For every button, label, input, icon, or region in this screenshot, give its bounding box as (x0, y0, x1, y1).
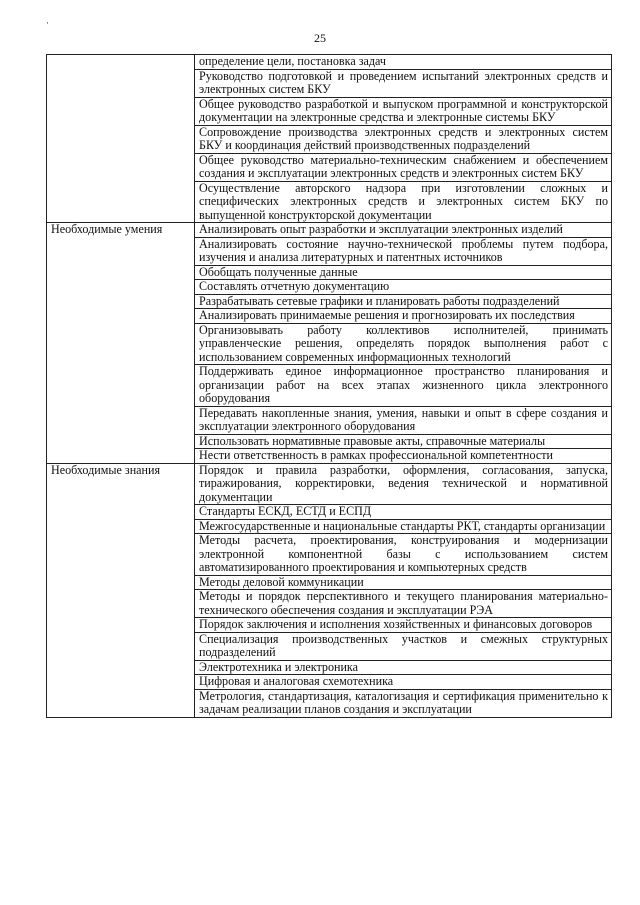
requirement-item: Поддерживать единое информационное пространство планирования и организации работ на всех этапах жизненного цикла электронного оборудования (195, 365, 612, 407)
table-row (47, 55, 612, 70)
requirement-item: Организовывать работу коллективов исполнителей, принимать управленческие решения, определять порядок выполнения работ с использованием современных информационных технологий (195, 323, 612, 365)
section-label: Необходимые знания (47, 463, 195, 717)
requirements-table (46, 54, 612, 718)
requirement-item: Общее руководство материально-техническим снабжением и обеспечением создания и эксплуатации электронных средств и электронных систем БКУ (195, 153, 612, 181)
requirement-item: Специализация производственных участков и смежных структурных подразделений (195, 632, 612, 660)
requirement-item: Анализировать состояние научно-технической проблемы путем подбора, изучения и анализа литературных и патентных источников (195, 237, 612, 265)
requirement-item: определение цели, постановка задач (195, 55, 612, 70)
requirement-item: Руководство подготовкой и проведением испытаний электронных средств и электронных систем БКУ (195, 69, 612, 97)
requirement-item: Анализировать принимаемые решения и прогнозировать их последствия (195, 309, 612, 324)
table-row (47, 463, 612, 505)
requirement-item: Обобщать полученные данные (195, 265, 612, 280)
requirement-item: Передавать накопленные знания, умения, навыки и опыт в сфере создания и эксплуатации электронного оборудования (195, 406, 612, 434)
section-label: Необходимые умения (47, 223, 195, 464)
requirement-item: Методы расчета, проектирования, конструирования и модернизации электронной компонентной базы с использованием систем автоматизированного проектирования и компьютерных средств (195, 534, 612, 576)
requirement-item: Порядок и правила разработки, оформления, согласования, запуска, тиражирования, корректировки, ведения технической и нормативной документации (195, 463, 612, 505)
requirement-item: Использовать нормативные правовые акты, справочные материалы (195, 434, 612, 449)
section-label (47, 55, 195, 223)
requirement-item: Разрабатывать сетевые графики и планировать работы подразделений (195, 294, 612, 309)
requirement-item: Анализировать опыт разработки и эксплуатации электронных изделий (195, 223, 612, 238)
corner-mark: · (46, 18, 49, 28)
requirement-item: Метрология, стандартизация, каталогизация и сертификация применительно к задачам реализации планов создания и эксплуатации (195, 689, 612, 717)
requirement-item: Нести ответственность в рамках профессиональной компетентности (195, 449, 612, 464)
requirement-item: Сопровождение производства электронных средств и электронных систем БКУ и координация действий производственных подразделений (195, 125, 612, 153)
requirement-item: Общее руководство разработкой и выпуском программной и конструкторской документации на электронные средства и электронные системы БКУ (195, 97, 612, 125)
requirement-item: Методы деловой коммуникации (195, 575, 612, 590)
page-number: 25 (314, 31, 326, 45)
requirements-table-body (47, 55, 612, 718)
requirement-item: Методы и порядок перспективного и текущего планирования материально-технического обеспечения создания и эксплуатации РЭА (195, 590, 612, 618)
requirement-item: Составлять отчетную документацию (195, 280, 612, 295)
requirement-item: Стандарты ЕСКД, ЕСТД и ЕСПД (195, 505, 612, 520)
table-row (47, 223, 612, 238)
requirement-item: Порядок заключения и исполнения хозяйственных и финансовых договоров (195, 618, 612, 633)
requirement-item: Осуществление авторского надзора при изготовлении сложных и специфических электронных средств и электронных систем БКУ по выпущенной конструкторской документации (195, 181, 612, 223)
requirement-item: Межгосударственные и национальные стандарты РКТ, стандарты организации (195, 519, 612, 534)
requirement-item: Цифровая и аналоговая схемотехника (195, 675, 612, 690)
requirement-item: Электротехника и электроника (195, 660, 612, 675)
